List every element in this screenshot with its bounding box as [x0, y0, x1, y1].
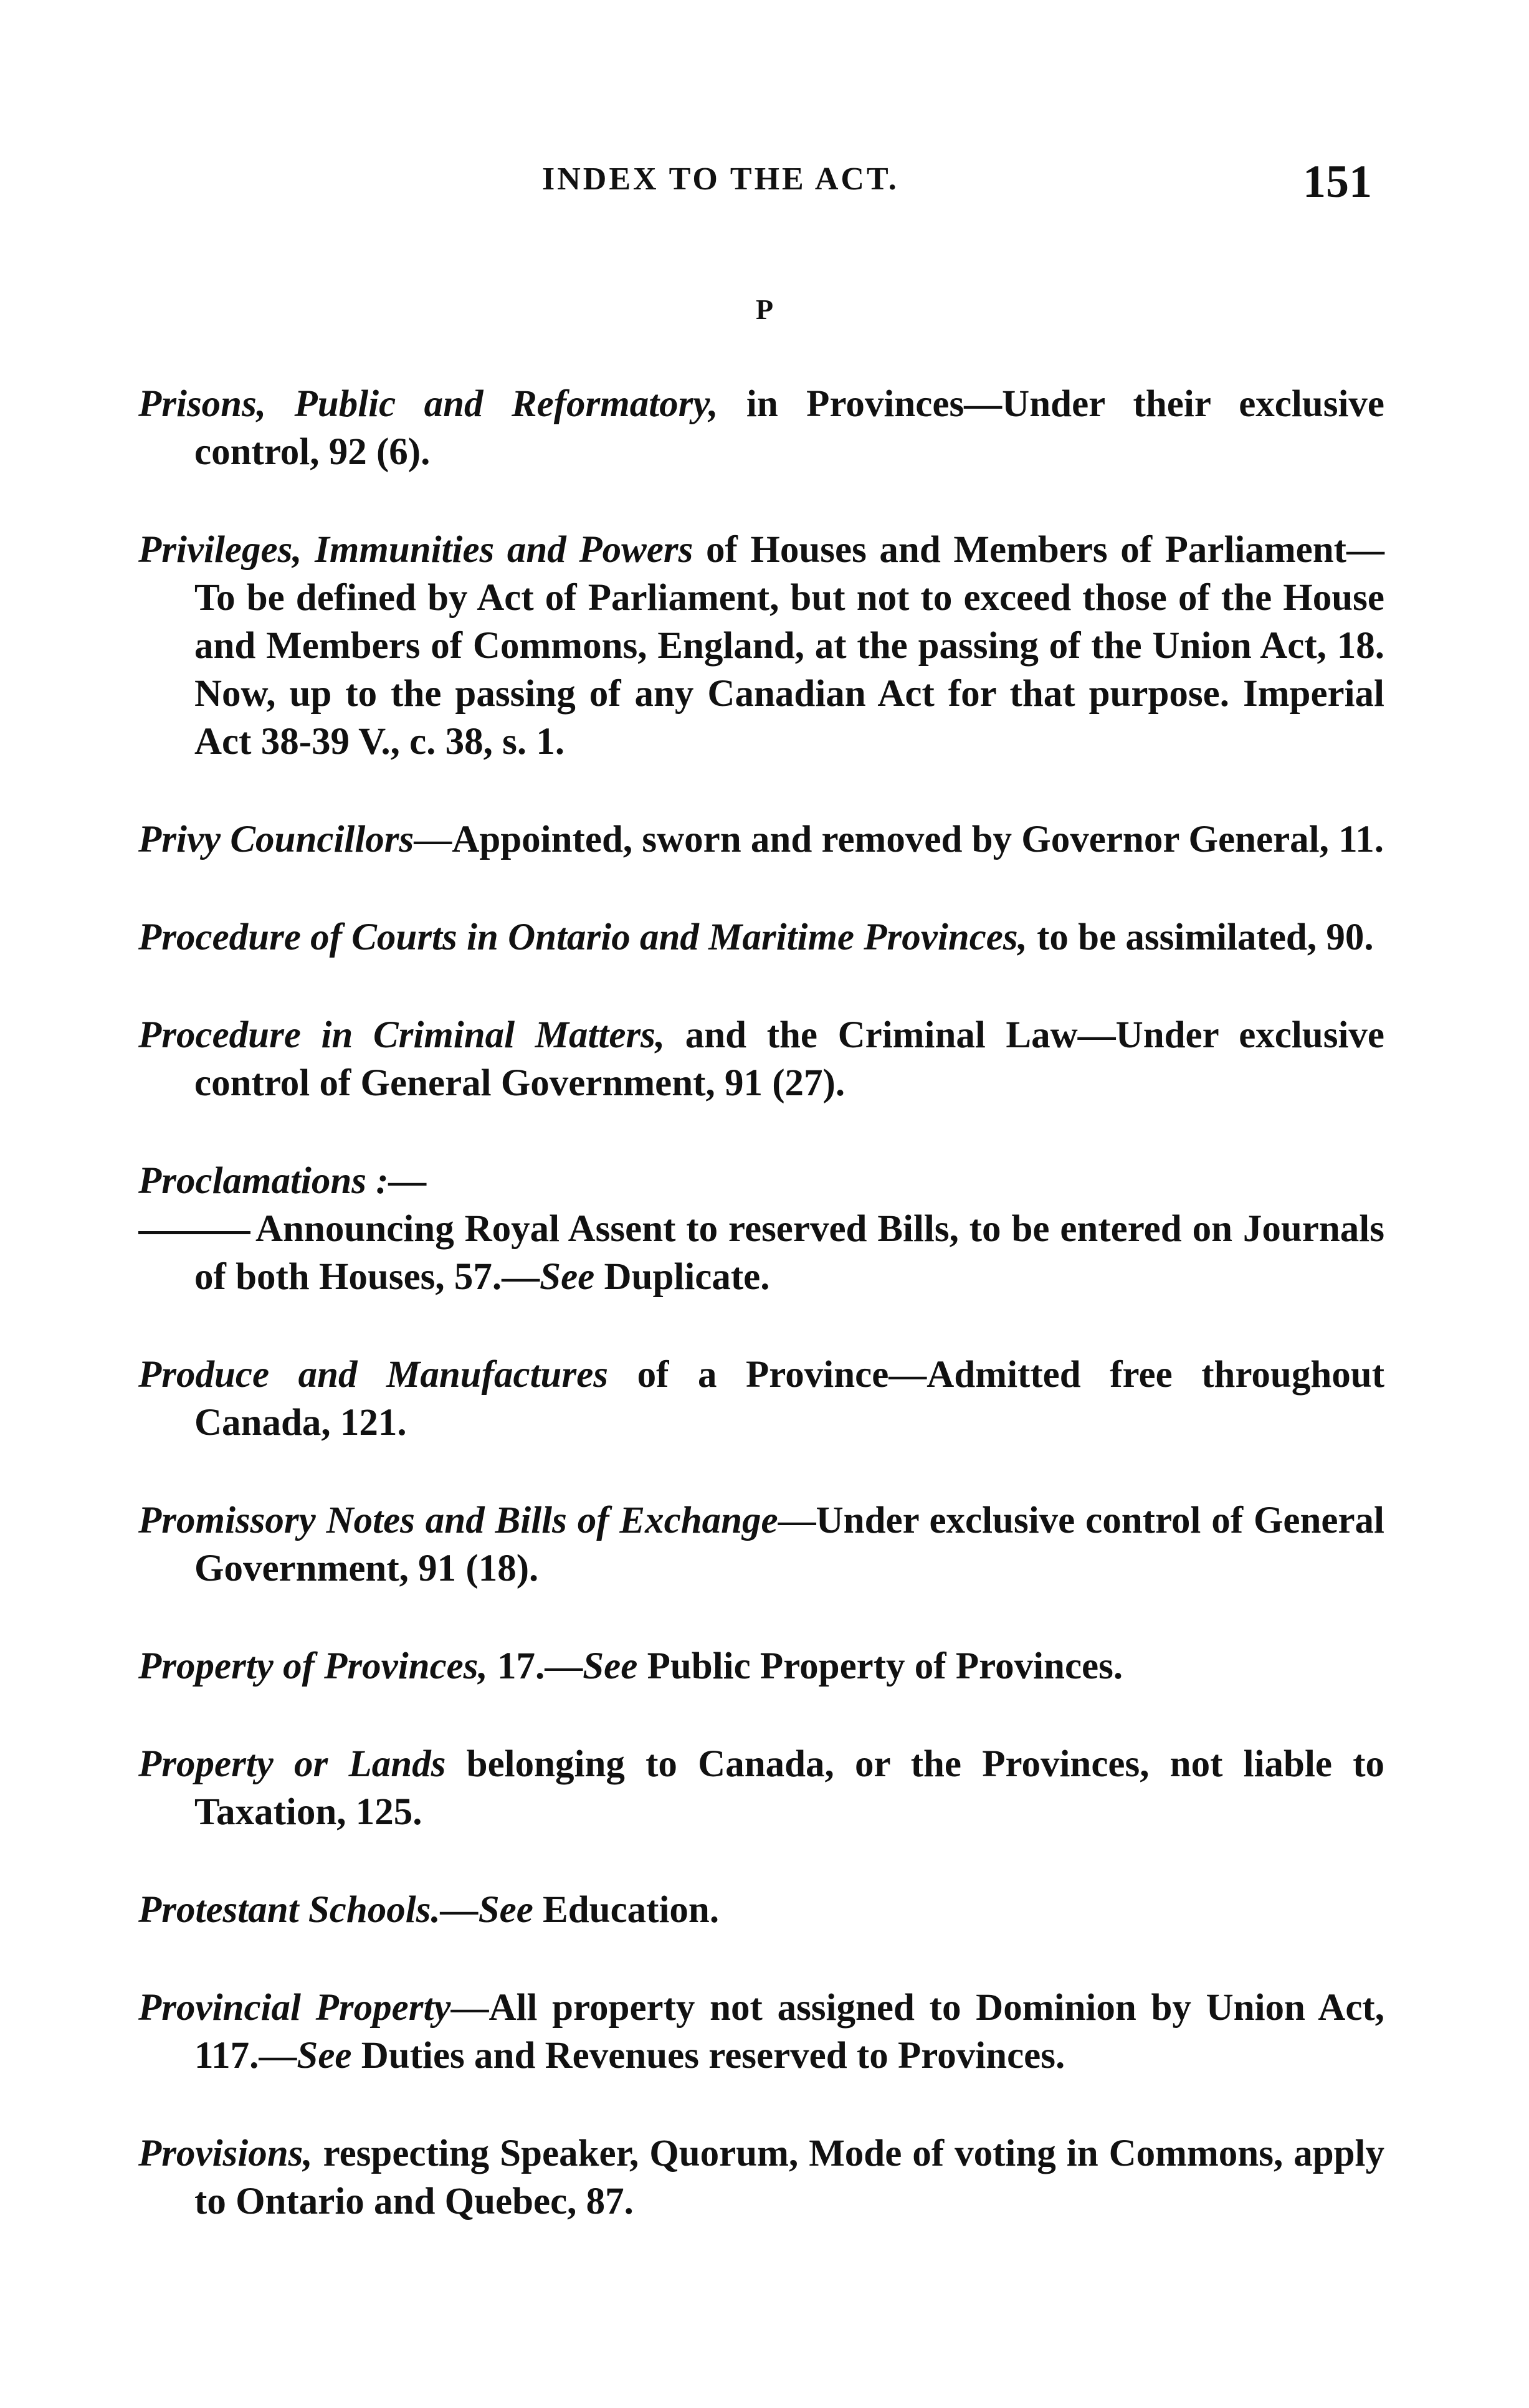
- see-reference-label: See: [540, 1256, 595, 1298]
- entry-term: Protestant Schools.—: [138, 1889, 479, 1931]
- entry-text: belonging to Canada, or the Provinces, not liable to Taxation, 125.: [194, 1743, 1385, 1833]
- running-head: [0, 156, 1529, 212]
- sub-entry: [194, 1205, 1384, 1301]
- entry-text: —Under exclusive control of General Government, 91 (18).: [194, 1500, 1384, 1589]
- section-letter: P: [755, 293, 774, 325]
- entry-term: Proclamations :—: [138, 1160, 427, 1202]
- entry-term: Property of Provinces,: [138, 1645, 488, 1687]
- page-number: 151: [1303, 156, 1372, 207]
- leader-dash: [138, 1231, 250, 1234]
- entry-term: Provincial Property: [138, 1987, 451, 2029]
- running-title: INDEX TO THE ACT.: [542, 161, 899, 197]
- entry-text: —Appointed, sworn and removed by Governor General, 11.: [414, 819, 1384, 860]
- entry-text: to be assimilated, 90.: [1027, 916, 1374, 958]
- see-reference-label: See: [478, 1889, 533, 1931]
- entry-text: respecting Speaker, Quorum, Mode of voting in Commons, apply to Ontario and Quebec, 87.: [194, 2133, 1384, 2222]
- index-entry-produce: [138, 1351, 1384, 1447]
- index-entry-procedure-criminal: [138, 1011, 1384, 1107]
- entry-text: in Provinces—Under their exclusive control, 92 (6).: [194, 383, 1384, 473]
- entry-term: Promissory Notes and Bills of Exchange: [138, 1500, 778, 1541]
- index-entry-protestant-schools: [138, 1886, 1384, 1934]
- index-entry-provincial-property: [138, 1984, 1384, 2080]
- see-reference-target: Duplicate.: [594, 1256, 770, 1298]
- entry-text: —All property not assigned to Dominion by Union Act, 117.—: [194, 1987, 1384, 2077]
- index-entry-provisions: [138, 2130, 1384, 2225]
- see-reference-target: Public Property of Provinces.: [637, 1645, 1123, 1687]
- entry-term: Produce and Manufactures: [138, 1354, 609, 1396]
- entry-text: of a Province—Admitted free throughout Canada, 121.: [194, 1354, 1385, 1444]
- index-entry-prisons: [138, 380, 1384, 476]
- entry-term: Prisons, Public and Reformatory,: [138, 383, 718, 425]
- entry-term: Procedure of Courts in Ontario and Maritime Provinces,: [138, 916, 1027, 958]
- index-entry-property-of-provinces: [138, 1642, 1384, 1690]
- see-reference-target: Education.: [533, 1889, 720, 1931]
- see-reference-label: See: [297, 2035, 352, 2077]
- entry-term: Property or Lands: [138, 1743, 446, 1785]
- index-entries: [138, 380, 1384, 2275]
- entry-term: Provisions,: [138, 2133, 313, 2174]
- sub-entry-text: Announcing Royal Assent to reserved Bills, to be entered on Journals of both Houses, 57.—: [194, 1208, 1384, 1298]
- entry-term: Procedure in Criminal Matters,: [138, 1014, 665, 1056]
- see-reference-label: See: [583, 1645, 638, 1687]
- index-entry-privileges: [138, 526, 1384, 766]
- index-entry-promissory-notes: [138, 1497, 1384, 1592]
- entry-text: 17.—: [487, 1645, 583, 1687]
- entry-text: and the Criminal Law—Under exclusive control of General Government, 91 (27).: [194, 1014, 1384, 1104]
- index-entry-proclamations: [138, 1157, 1384, 1301]
- entry-text: of Houses and Members of Parliament—To be defined by Act of Parliament, but not to exceed those of the House and Members of Commons, England, at the passing of the Union Act, 18. Now, up to the passing of any Canadian Act for that purpose. Imperial Act 38-39 V., c. 38, s. 1.: [194, 529, 1384, 763]
- see-reference-target: Duties and Revenues reserved to Provinces.: [351, 2035, 1065, 2077]
- index-entry-privy-councillors: [138, 816, 1384, 864]
- entry-term: Privileges, Immunities and Powers: [138, 529, 693, 571]
- index-entry-procedure-courts: [138, 913, 1384, 961]
- index-entry-property-or-lands: [138, 1740, 1384, 1836]
- entry-term: Privy Councillors: [138, 819, 414, 860]
